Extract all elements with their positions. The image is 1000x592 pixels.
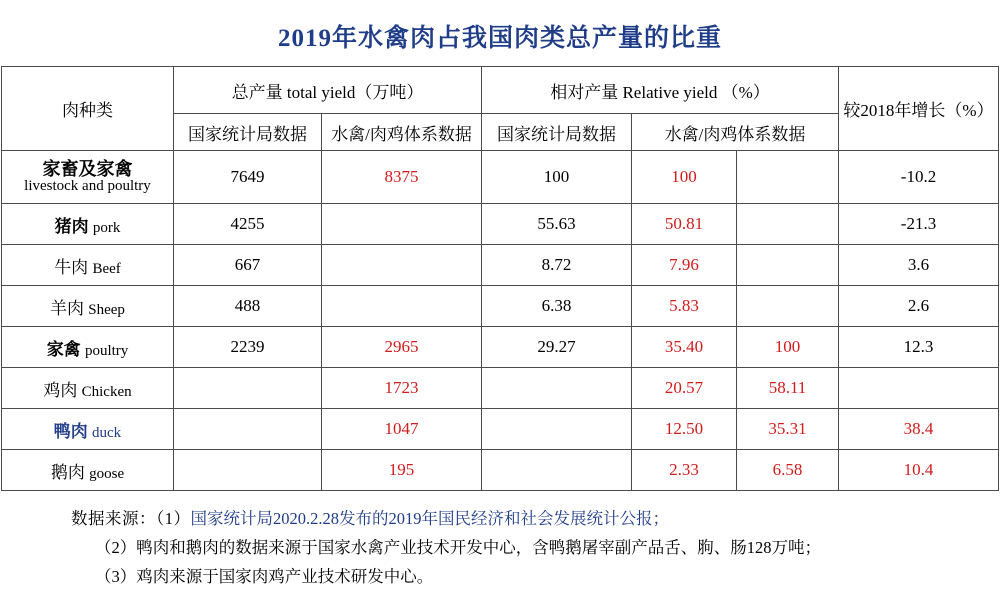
header-growth-2018: 较2018年增长（%） xyxy=(839,67,999,151)
row-label-beef xyxy=(1,245,173,286)
cell-relative-extra xyxy=(736,245,838,286)
row-label-cn: 鸭肉 xyxy=(53,421,88,441)
note-line-3: （3）鸡肉来源于国家肉鸡产业技术研发中心。 xyxy=(95,566,434,586)
cell-total-nbs xyxy=(173,368,321,409)
row-label-cn: 羊肉 xyxy=(50,298,85,318)
page-title: 2019年水禽肉占我国肉类总产量的比重 xyxy=(277,25,722,52)
cell-total-system xyxy=(321,245,481,286)
table-row xyxy=(1,204,998,245)
row-label-en: Sheep xyxy=(88,301,125,318)
cell-growth: -10.2 xyxy=(839,151,999,204)
header-total-nbs: 国家统计局数据 xyxy=(173,114,321,151)
cell-relative-system: 100 xyxy=(631,151,736,204)
row-label-en: goose xyxy=(89,465,125,482)
table-row xyxy=(1,245,998,286)
cell-relative-extra: 100 xyxy=(736,327,838,368)
cell-total-system xyxy=(321,204,481,245)
cell-relative-system: 20.57 xyxy=(631,368,736,409)
cell-total-system: 195 xyxy=(321,450,481,491)
row-label-en: livestock and poultry xyxy=(24,177,151,194)
row-label-chicken xyxy=(1,368,173,409)
cell-relative-system: 12.50 xyxy=(631,409,736,450)
table-row xyxy=(1,151,998,204)
header-total-yield: 总产量 total yield（万吨） xyxy=(173,67,481,114)
cell-relative-system: 7.96 xyxy=(631,245,736,286)
cell-growth xyxy=(839,368,999,409)
cell-relative-system: 35.40 xyxy=(631,327,736,368)
cell-growth: 2.6 xyxy=(839,286,999,327)
cell-relative-nbs xyxy=(481,450,631,491)
header-total-system: 水禽/肉鸡体系数据 xyxy=(321,114,481,151)
row-label-en: Beef xyxy=(92,260,121,277)
cell-relative-nbs xyxy=(481,409,631,450)
cell-total-nbs: 488 xyxy=(173,286,321,327)
row-label-poultry xyxy=(1,327,173,368)
cell-total-nbs: 667 xyxy=(173,245,321,286)
row-label-duck xyxy=(1,409,173,450)
cell-relative-extra xyxy=(736,286,838,327)
row-label-goose xyxy=(1,450,173,491)
cell-total-system xyxy=(321,286,481,327)
cell-relative-extra: 35.31 xyxy=(736,409,838,450)
row-label-cn: 家禽 xyxy=(46,339,81,359)
cell-total-system: 1723 xyxy=(321,368,481,409)
cell-total-nbs: 4255 xyxy=(173,204,321,245)
note-line-2: （2）鸭肉和鹅肉的数据来源于国家水禽产业技术开发中心，含鸭鹅屠宰副产品舌、胊、肠128万吨； xyxy=(95,537,821,557)
note-source-text: 国家统计局2020.2.28发布的2019年国民经济和社会发展统计公报； xyxy=(190,509,669,528)
cell-relative-extra: 58.11 xyxy=(736,368,838,409)
cell-growth: 38.4 xyxy=(839,409,999,450)
row-label-en: poultry xyxy=(84,342,129,359)
cell-relative-extra xyxy=(736,151,838,204)
row-label-livestock-poultry xyxy=(1,151,173,204)
cell-relative-nbs xyxy=(481,368,631,409)
table-row xyxy=(1,368,998,409)
cell-total-nbs: 7649 xyxy=(173,151,321,204)
cell-growth: -21.3 xyxy=(839,204,999,245)
header-relative-system: 水禽/肉鸡体系数据 xyxy=(631,114,838,151)
cell-relative-extra: 6.58 xyxy=(736,450,838,491)
cell-relative-nbs: 6.38 xyxy=(481,286,631,327)
cell-growth: 3.6 xyxy=(839,245,999,286)
header-meat-type: 肉种类 xyxy=(1,67,173,151)
cell-relative-nbs: 55.63 xyxy=(481,204,631,245)
table-row xyxy=(1,409,998,450)
row-label-en: duck xyxy=(92,424,122,441)
notes-section xyxy=(35,505,965,592)
row-label-pork xyxy=(1,204,173,245)
cell-relative-nbs: 100 xyxy=(481,151,631,204)
table-row xyxy=(1,327,998,368)
cell-relative-system: 50.81 xyxy=(631,204,736,245)
row-label-en: Chicken xyxy=(81,383,132,400)
cell-growth: 12.3 xyxy=(839,327,999,368)
row-label-cn: 鹅肉 xyxy=(50,462,85,482)
cell-total-nbs xyxy=(173,450,321,491)
cell-total-system: 2965 xyxy=(321,327,481,368)
row-label-sheep xyxy=(1,286,173,327)
row-label-cn: 牛肉 xyxy=(54,257,89,277)
cell-relative-extra xyxy=(736,204,838,245)
note-source-label: 数据来源：（1） xyxy=(71,509,191,528)
row-label-cn: 鸡肉 xyxy=(43,380,78,400)
cell-growth: 10.4 xyxy=(839,450,999,491)
cell-total-system: 8375 xyxy=(321,151,481,204)
note-line-1 xyxy=(35,505,965,534)
table-row xyxy=(1,286,998,327)
cell-total-system: 1047 xyxy=(321,409,481,450)
header-relative-yield: 相对产量 Relative yield （%） xyxy=(481,67,838,114)
row-label-cn: 家畜及家禽 xyxy=(42,158,133,179)
cell-total-nbs: 2239 xyxy=(173,327,321,368)
table-row xyxy=(1,450,998,491)
row-label-en: pork xyxy=(92,219,121,236)
cell-relative-nbs: 8.72 xyxy=(481,245,631,286)
table-header-row-top xyxy=(1,67,998,114)
cell-relative-nbs: 29.27 xyxy=(481,327,631,368)
row-label-cn: 猪肉 xyxy=(54,216,89,236)
cell-relative-system: 5.83 xyxy=(631,286,736,327)
cell-relative-system: 2.33 xyxy=(631,450,736,491)
cell-total-nbs xyxy=(173,409,321,450)
meat-production-table xyxy=(1,66,999,491)
header-relative-nbs: 国家统计局数据 xyxy=(481,114,631,151)
